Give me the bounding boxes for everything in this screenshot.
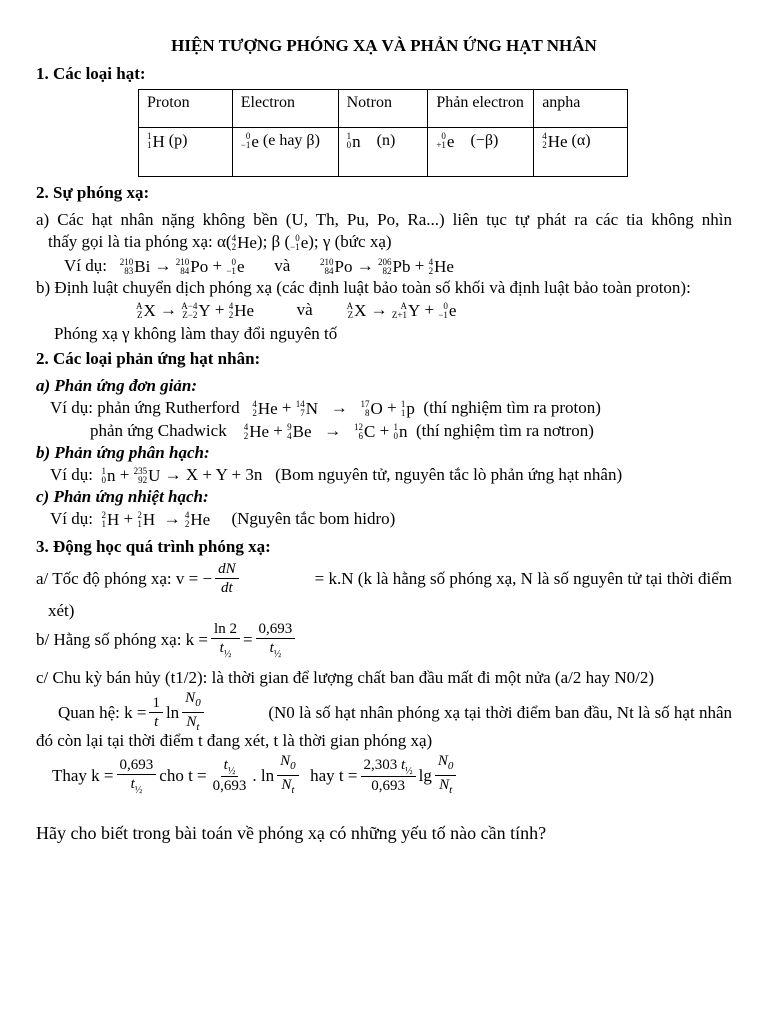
table-header-cell: Proton [139,90,233,128]
table-row [139,128,628,177]
section-2-heading: 2. Sự phóng xạ: [36,183,150,202]
table-cell-alpha: 4 2 He (α) [534,128,628,177]
table-header-cell: anpha [534,90,628,128]
substitution-line: Thay k = $\frac{0,693}{t_{\frac{1}{2}}}$ cho t = $\frac{t_{\frac{1}{2}}}{0,693}$ . ln $\frac{N_0}{N_t}$ hay t = $\frac{2,303 t_{\frac{1}{2}}}{0,693}$ lg $\frac{N_0}{N_t}$ [52,752,459,799]
radioactivity-paragraph-line2: thấy gọi là tia phóng xạ: α( 4 2 He ); β ( 0 −1 e ); γ (bức xạ) [48,232,392,253]
table-header-row [139,90,628,128]
table-cell-electron: 0 −1 e (e hay β) [232,128,338,177]
table-cell-neutron: 1 0 n (n) [338,128,428,177]
fusion-heading: c) Phản ứng nhiệt hạch: [36,487,209,506]
gamma-note: Phóng xạ γ không làm thay đổi nguyên tố [54,324,338,343]
displacement-law-text: b) Định luật chuyển dịch phóng xạ (các định luật bảo toàn số khối và định luật bảo toàn proton): [36,278,691,297]
table-header-cell: Notron [338,90,428,128]
displacement-law-equations: A Z X → A−4 Z−2 Y + 4 2 He và A Z X → A Z+1 Y + 0 −1 e [136,300,457,321]
section-4-heading: 3. Động học quá trình phóng xạ: [36,537,271,556]
document-title: HIỆN TƯỢNG PHÓNG XẠ VÀ PHẢN ỨNG HẠT NHÂN [171,36,597,55]
table-cell-proton: 1 1 H (p) [139,128,233,177]
decay-rate-line: a/ Tốc độ phóng xạ: v = − $\frac{dN}{dt}$ = k.N (k là hằng số phóng xạ, N là số nguyên tử tại thời điểm [36,561,732,596]
relation-cont: đó còn lại tại thời điểm t đang xét, t là thời gian phóng xạ) [36,731,433,750]
fission-heading: b) Phản ứng phân hạch: [36,443,210,462]
table-header-cell: Electron [232,90,338,128]
particle-table [138,89,628,177]
simple-reaction-heading: a) Phản ứng đơn giản: [36,376,198,395]
fusion-reaction: Ví dụ: 2 1 H + 2 1 H → 4 2 He (Nguyên tắc bom hidro) [50,509,396,530]
half-life-definition: c/ Chu kỳ bán hủy (t1/2): là thời gian để lượng chất ban đầu mất đi một nửa (a/2 hay N0/2) [36,668,655,687]
decay-example-line: Ví dụ: 210 83 Bi → 210 84 Po + 0 −1 e và 210 84 Po → 206 82 Pb + 4 2 He [64,256,454,277]
table-header-cell: Phản electron [428,90,534,128]
radioactivity-paragraph-line1: a) Các hạt nhân nặng không bền (U, Th, Pu, Po, Ra...) liên tục tự phát ra các tia không nhìn [36,210,732,229]
decay-constant-line: b/ Hằng số phóng xạ: k = $\frac{\ln 2}{t_{\frac{1}{2}}}$ = $\frac{0,693}{t_{\frac{1}{2}}}$ [36,620,298,659]
section-1-heading: 1. Các loại hạt: [36,64,146,83]
rutherford-reaction: Ví dụ: phản ứng Rutherford 4 2 He + 14 7 N → 17 8 O + 1 1 p (thí nghiệm tìm ra proton) [50,398,601,419]
decay-rate-cont: xét) [48,601,75,620]
fission-reaction: Ví dụ: 1 0 n + 235 92 U → X + Y + 3n (Bom nguyên tử, nguyên tắc lò phản ứng hạt nhân) [50,465,623,486]
chadwick-reaction: phản ứng Chadwick 4 2 He + 9 4 Be → 12 6 C + 1 0 n (thí nghiệm tìm ra nơtron) [90,421,594,442]
table-cell-positron: 0 +1 e (−β) [428,128,534,177]
closing-question: Hãy cho biết trong bài toán về phóng xạ có những yếu tố nào cần tính? [36,823,547,843]
relation-line: Quan hệ: k = $\frac{1}{t}$ ln $\frac{N_0}{N_t}$ (N0 là số hạt nhân phóng xạ tại thời điểm ban đầu, Nt là số hạt nhân [58,690,732,733]
section-3-heading: 2. Các loại phản ứng hạt nhân: [36,349,261,368]
